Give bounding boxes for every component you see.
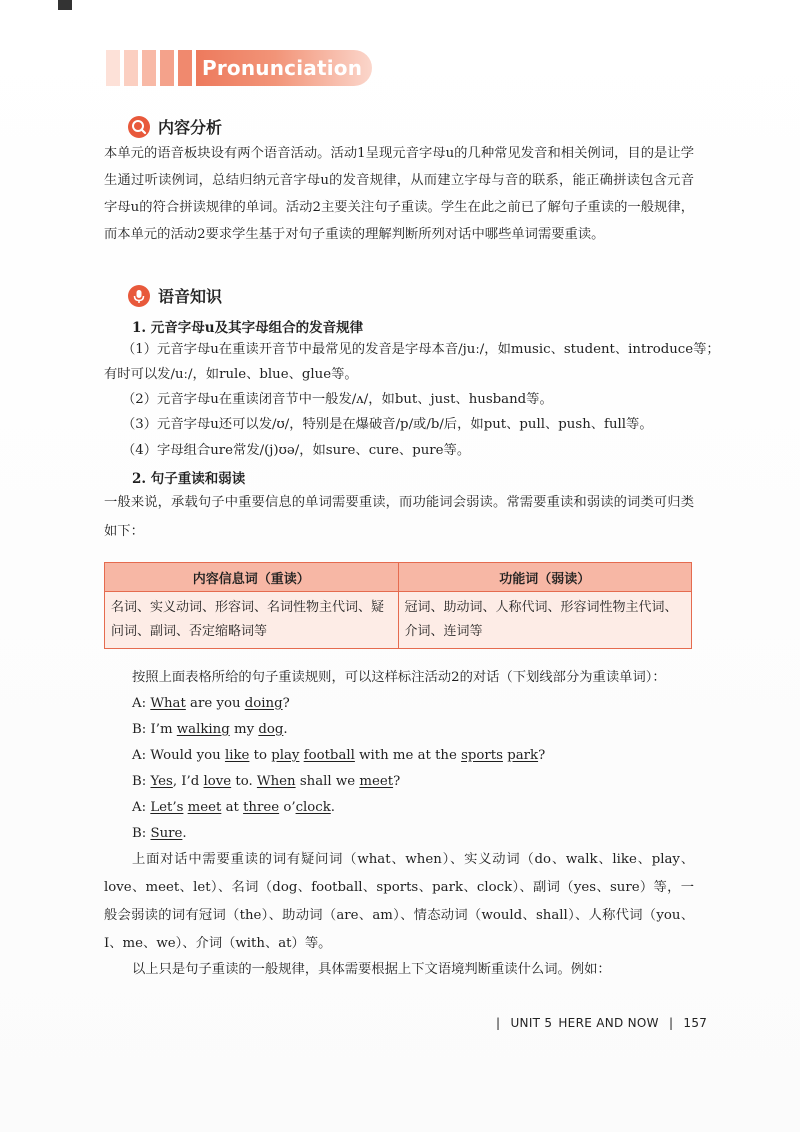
banner-stripe [142,50,156,86]
table-cell-function-words: 冠词、助动词、人称代词、形容词性物主代词、介词、连词等 [398,592,692,649]
dialog-text: . [283,722,288,737]
stressed-word: three [243,800,280,815]
stressed-word: dog [258,722,284,737]
table-row [105,592,692,649]
knowledge-heading [128,284,222,307]
footer-unit: UNIT 5 [510,1016,553,1030]
dialog-text: to. [231,774,257,789]
banner-stripe [124,50,138,86]
page-number: 157 [683,1016,708,1030]
analysis-title: 内容分析 [158,118,223,137]
dialog-text: at [221,800,244,815]
stressed-word: What [150,696,186,711]
footer-unit-title: HERE AND NOW [558,1016,659,1030]
banner-stripes [106,50,196,86]
table-cell-content-words: 名词、实义动词、形容词、名词性物主代词、疑问词、副词、否定缩略词等 [105,592,399,649]
dialog-line-1 [132,694,290,714]
stressed-word: play [271,748,300,763]
dialog-line-6 [132,824,187,844]
page-footer [496,1016,707,1030]
dialog-text: A: Would you [132,748,225,763]
banner-stripe [160,50,174,86]
banner-stripe [178,50,192,86]
stressed-word: love [203,774,232,789]
dialog-text: A: [132,696,151,711]
dialog-line-4 [132,772,400,792]
table-header-content-words: 内容信息词（重读） [105,563,399,592]
dialog-text: my [229,722,259,737]
dialog-line-3 [132,746,545,766]
stressed-word: like [224,748,250,763]
stressed-word: meet [359,774,394,789]
dialog-line-5 [132,798,335,818]
section-banner [106,48,372,88]
microphone-icon [128,285,150,307]
stressed-word: walking [176,722,230,737]
stressed-word: meet [187,800,222,815]
table-header-function-words: 功能词（弱读） [398,563,692,592]
rule-line-1b: 有时可以发/uː/，如rule、blue、glue等。 [104,367,358,382]
rule-line-1: （1）元音字母u在重读开音节中最常见的发音是字母本音/juː/，如music、student、introduce等； [122,342,720,357]
knowledge-title: 语音知识 [158,287,223,306]
rule-line-3: （3）元音字母u还可以发/ʊ/，特别是在爆破音/p/或/b/后，如put、pull、push、full等。 [122,417,653,432]
stress-intro: 一般来说，承载句子中重要信息的单词需要重读，而功能词会弱读。常需要重读和弱读的词类可归类如下： [104,495,694,539]
dialog-text: , I’d [172,774,204,789]
footer-divider: | [668,1016,674,1030]
dialog-text: are you [185,696,245,711]
analysis-heading [128,115,222,138]
subhead-stress: 2. 句子重读和弱读 [132,471,246,487]
rule-line-2: （2）元音字母u在重读闭音节中一般发/ʌ/，如but、just、husband等。 [122,392,553,407]
dialog-text: . [330,800,336,815]
corner-mark [58,0,72,10]
banner-title-block [196,50,372,86]
closing-line: 以上只是句子重读的一般规律，具体需要根据上下文语境判断重读什么词。例如： [132,962,611,977]
stressed-word: clock [295,800,331,815]
dialog-text: . [182,826,187,841]
stressed-word: park [507,748,539,763]
stressed-word: doing [244,696,283,711]
table-header-row [105,563,692,592]
dialog-text: B: [132,826,151,841]
dialog-text: with me at the [354,748,462,763]
banner-stripe [106,50,120,86]
stress-table [104,562,692,649]
rule-line-4: （4）字母组合ure常发/(j)ʊə/，如sure、cure、pure等。 [122,443,471,458]
dialog-text: o’ [279,800,296,815]
dialog-text: to [249,748,272,763]
dialog-text: ? [538,748,546,763]
stressed-word: Let’s [150,800,184,815]
dialog-text: B: I’m [132,722,177,737]
magnifier-icon [128,116,150,138]
dialog-text: shall we [295,774,360,789]
dialog-text: ? [393,774,401,789]
stressed-word: Sure [150,826,183,841]
stressed-word: When [256,774,296,789]
subhead-vowel-u: 1. 元音字母u及其字母组合的发音规律 [132,320,364,336]
summary-paragraph: 上面对话中需要重读的词有疑问词（what、when）、实义动词（do、walk、like、play、love、meet、let）、名词（dog、football、sports、park、clock）、副词（yes、sure）等，一般会弱读的词有冠词（the）、助动词（are、am）、情态动词（would、shall）、人称代词（you、I、me、we）、介词（with、at）等。 [104,852,694,951]
dialog-text: A: [132,800,151,815]
page-title: Pronunciation [202,56,363,80]
stressed-word: football [303,748,355,763]
stressed-word: Yes [150,774,173,789]
dialog-text: ? [282,696,290,711]
dialog-line-2 [132,720,288,740]
analysis-body: 本单元的语音板块设有两个语音活动。活动1呈现元音字母u的几种常见发音和相关例词，目的是让学生通过听读例词，总结归纳元音字母u的发音规律，从而建立字母与音的联系，能正确拼读包含元音字母u的符合拼读规律的单词。活动2主要关注句子重读。学生在此之前已了解句子重读的一般规律，而本单元的活动2要求学生基于对句子重读的理解判断所列对话中哪些单词需要重读。 [104,146,694,242]
footer-divider: | [496,1016,501,1030]
stressed-word: sports [461,748,503,763]
dialog-intro: 按照上面表格所给的句子重读规则，可以这样标注活动2的对话（下划线部分为重读单词）： [132,670,666,685]
dialog-text: B: [132,774,151,789]
